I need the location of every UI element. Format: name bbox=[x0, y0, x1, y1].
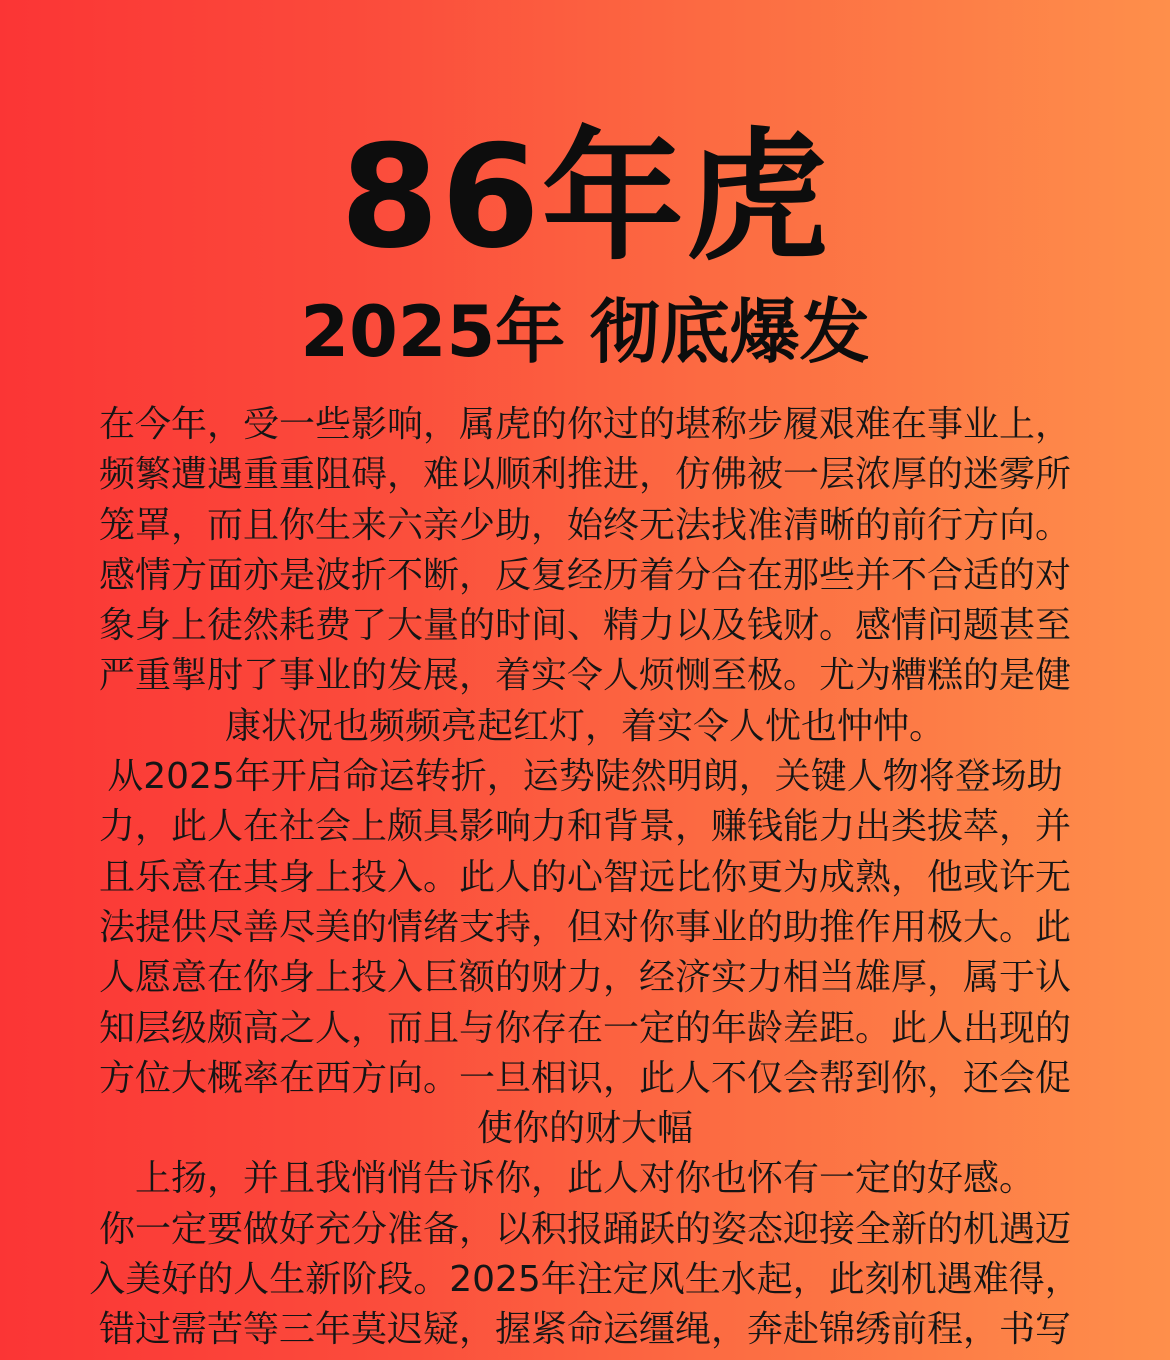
text-line: 方位大概率在西方向。一旦相识，此人不仅会帮到你，还会促 bbox=[98, 1057, 1071, 1099]
text-line: 在今年，受一些影响，属虎的你过的堪称步履艰难在事业上， bbox=[98, 404, 1071, 445]
text-line: 笼罩，而且你生来六亲少助，始终无法找准清晰的前行方向。 bbox=[98, 504, 1071, 546]
text-line: 错过需苦等三年莫迟疑，握紧命运缰绳，奔赴锦绣前程，书写 bbox=[98, 1309, 1071, 1351]
text-line: 且乐意在其身上投入。此人的心智远比你更为成熟，他或许无 bbox=[98, 856, 1071, 898]
page-subtitle: 2025年 彻底爆发 bbox=[300, 291, 870, 373]
page-title: 86年虎 bbox=[340, 115, 830, 280]
text-line: 感情方面亦是波折不断，反复经历着分合在那些并不合适的对 bbox=[98, 554, 1071, 596]
text-line: 使你的财大幅 bbox=[476, 1108, 693, 1150]
text-line: 从2025年开启命运转折，运势陡然明朗，关键人物将登场助 bbox=[107, 756, 1063, 798]
text-line: 康状况也频频亮起红灯，着实令人忧也忡忡。 bbox=[224, 705, 945, 747]
text-line: 法提供尽善尽美的情绪支持，但对你事业的助推作用极大。此 bbox=[98, 906, 1071, 948]
text-line: 严重掣肘了事业的发展，着实令人烦恻至极。尤为糟糕的是健 bbox=[98, 655, 1071, 697]
text-line: 频繁遭遇重重阻碍，难以顺利推进，仿佛被一层浓厚的迷雾所 bbox=[98, 454, 1071, 496]
text-line: 象身上徒然耗费了大量的时间、精力以及钱财。感情问题甚至 bbox=[98, 605, 1071, 647]
body-text bbox=[0, 400, 1170, 1356]
text-line: 人愿意在你身上投入巨额的财力，经济实力相当雄厚，属于认 bbox=[98, 957, 1071, 999]
text-line: 入美好的人生新阶段。2025年注定风生水起，此刻机遇难得， bbox=[89, 1259, 1081, 1301]
text-line: 上扬，并且我悄悄告诉你，此人对你也怀有一定的好感。 bbox=[134, 1158, 1035, 1200]
text-line: 力，此人在社会上颇具影响力和背景，赚钱能力出类拔萃，并 bbox=[98, 806, 1071, 848]
text-line: 知层级颇高之人，而且与你存在一定的年龄差距。此人出现的 bbox=[98, 1007, 1071, 1049]
text-line: 你一定要做好充分准备，以积报踊跃的姿态迎接全新的机遇迈 bbox=[98, 1208, 1071, 1250]
